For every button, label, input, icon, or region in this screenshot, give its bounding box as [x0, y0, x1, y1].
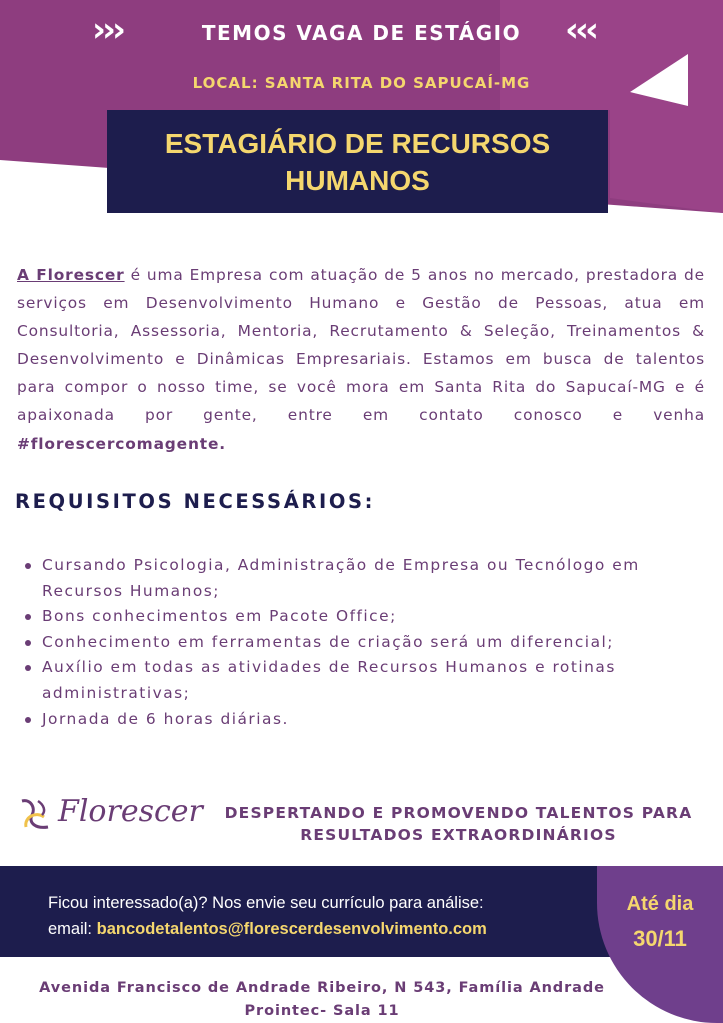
company-name: A Florescer	[17, 266, 125, 284]
address	[20, 977, 624, 1023]
florescer-logo-icon	[18, 797, 52, 831]
deadline-date: 30/11	[633, 926, 687, 951]
intro-text: é uma Empresa com atuação de 5 anos no mercado, prestadora de serviços em Desenvolvimento Humano e Gestão de Pessoas, atua em Consultoria, Assessoria, Mentoria, Recrutamento & Seleção, Treinamentos & Desenvolvimento e Dinâmicas Empresariais. Estamos em busca de talentos para compor o nosso time, se você mora em Santa Rita do Sapucaí-MG e é apaixonada por gente, entre em contato conosco e venha	[17, 266, 705, 425]
contact-text: Ficou interessado(a)? Nos envie seu currículo para análise:	[48, 894, 484, 912]
header-title: TEMOS VAGA DE ESTÁGIO	[201, 21, 522, 45]
brand-slogan: DESPERTANDO E PROMOVENDO TALENTOS PARA RESULTADOS EXTRAORDINÁRIOS	[224, 804, 693, 844]
deadline-label: Até dia	[626, 893, 694, 915]
list-item: Jornada de 6 horas diárias.	[22, 707, 692, 733]
list-item: Conhecimento em ferramentas de criação será um diferencial;	[22, 630, 692, 656]
intro-paragraph	[17, 261, 705, 458]
list-item: Cursando Psicologia, Administração de Empresa ou Tecnólogo em Recursos Humanos;	[22, 553, 692, 604]
job-title: ESTAGIÁRIO DE RECURSOS HUMANOS	[164, 127, 551, 196]
location-label: LOCAL: SANTA RITA DO SAPUCAÍ-MG	[192, 74, 531, 92]
list-item: Bons conhecimentos em Pacote Office;	[22, 604, 692, 630]
email-address: bancodetalentos@florescerdesenvolvimento.com	[96, 920, 487, 938]
job-title-box	[107, 110, 608, 213]
requirements-heading: REQUISITOS NECESSÁRIOS:	[15, 490, 376, 513]
hashtag: #florescercomagente.	[17, 434, 226, 453]
list-item: Auxílio em todas as atividades de Recursos Humanos e rotinas administrativas;	[22, 655, 692, 706]
address-line-1: Avenida Francisco de Andrade Ribeiro, N 543, Família Andrade	[39, 980, 605, 996]
requirements-list	[22, 553, 692, 732]
triangle-play-icon	[628, 52, 690, 108]
contact-email-line	[48, 920, 487, 939]
brand-logo-text: Florescer	[58, 794, 203, 829]
chevrons-left-icon: ‹‹‹	[565, 10, 596, 50]
address-line-2: Prointec- Sala 11	[244, 1003, 400, 1019]
chevrons-right-icon: ›››	[92, 10, 123, 50]
email-label: email:	[48, 920, 97, 938]
